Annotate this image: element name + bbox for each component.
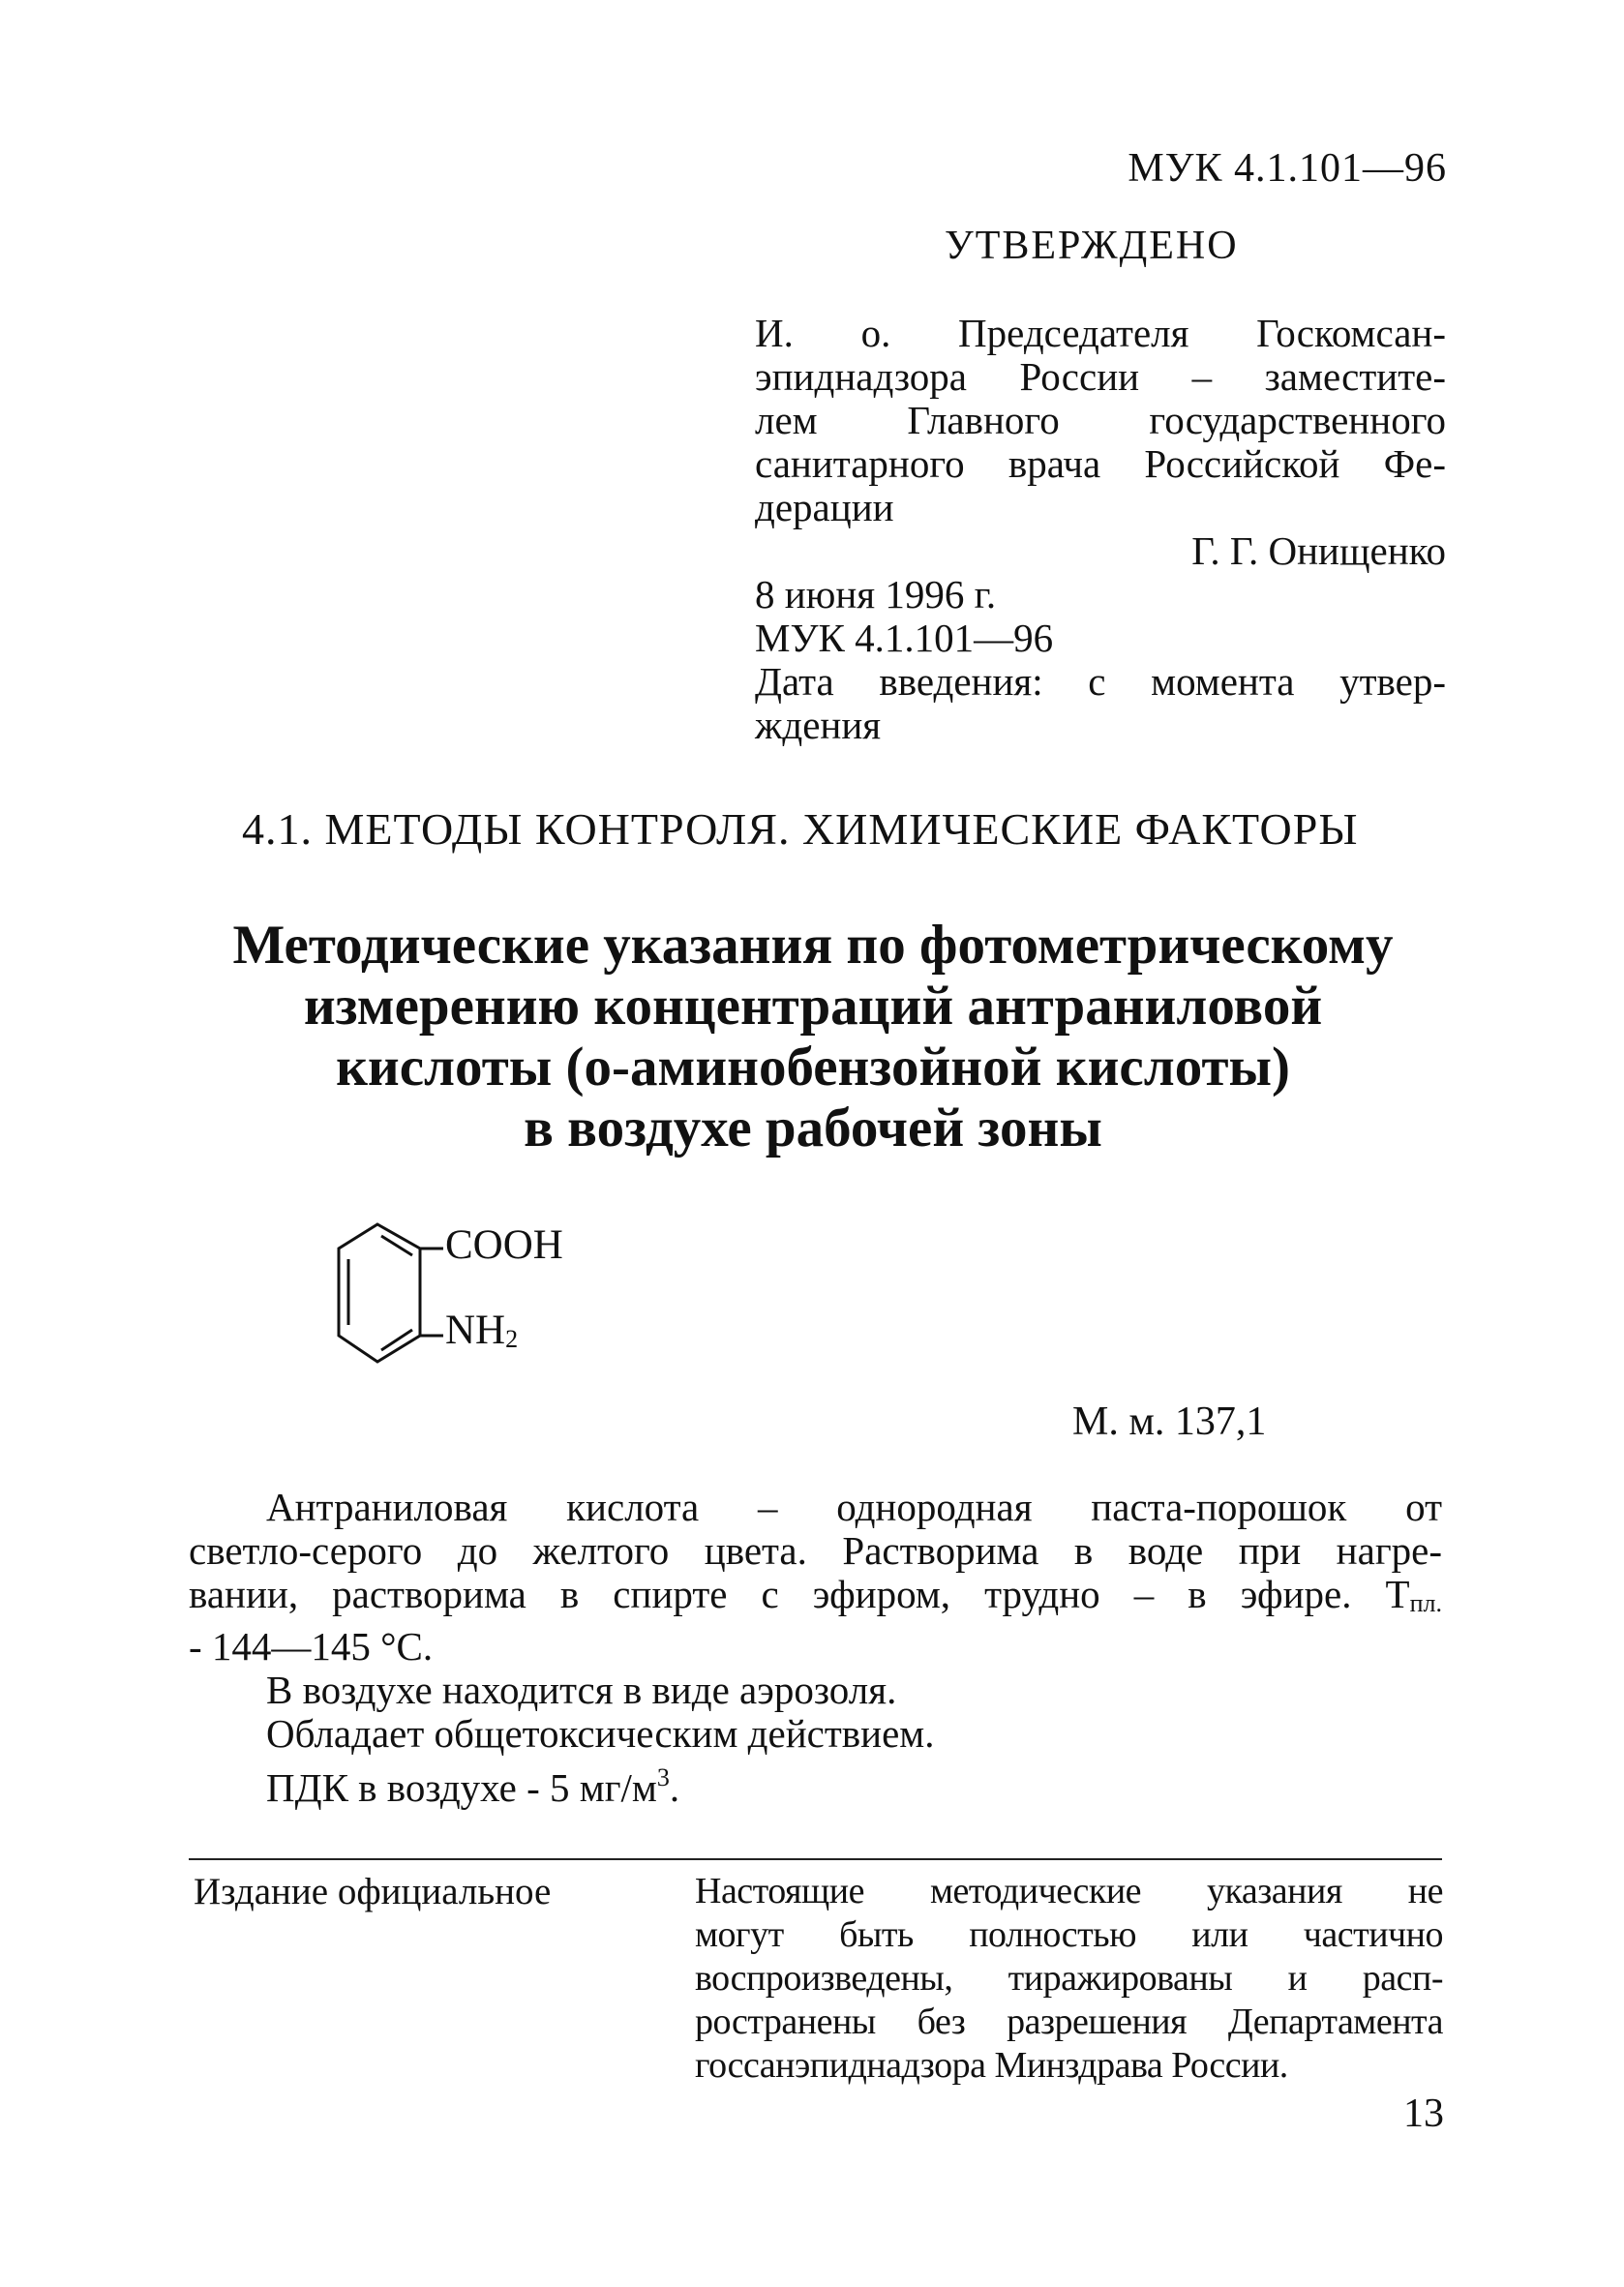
double-bond [381,1330,412,1350]
official-edition-label: Издание официальное [194,1871,552,1912]
approval-line: санитарного врача Российской Фе- [755,441,1446,486]
nh2-group [445,1307,518,1354]
description-block [189,1486,1442,1810]
approved-label: УТВЕРЖДЕНО [945,224,1239,268]
copyright-notice [695,1870,1443,2088]
description-line: светло-серого до желтого цвета. Растворима в воде при нагре- [189,1528,1442,1573]
title-line: измерению концентраций антраниловой [303,976,1323,1037]
description-line: Антраниловая кислота – однородная паста-порошок от [266,1485,1442,1529]
approval-line: И. о. Председателя Госкомсан- [755,311,1446,355]
nh-text: NH [445,1308,506,1353]
document-code: МУК 4.1.101—96 [1128,146,1447,191]
description-line [189,1573,1442,1625]
notice-line: ространены без разрешения Департамента [695,2001,1443,2042]
approval-date: 8 июня 1996 г. [755,572,997,617]
approval-block [755,312,1446,747]
intro-date-line: ждения [755,703,882,747]
signatory-name: Г. Г. Онищенко [1191,528,1446,573]
molecular-mass: М. м. 137,1 [1072,1399,1267,1444]
notice-line: Настоящие методические указания не [695,1871,1443,1911]
description-line: Обладает общетоксическим действием. [266,1711,935,1756]
title-line: в воздухе рабочей зоны [524,1098,1102,1159]
mac-text: ПДК в воздухе - 5 мг/м [266,1765,657,1810]
intro-date-line: Дата введения: с момента утвер- [755,659,1446,704]
description-line [189,1756,1442,1810]
title-line: кислоты (о-аминобензойной кислоты) [336,1037,1290,1098]
description-line: В воздухе находится в виде аэрозоля. [266,1668,897,1712]
notice-line: госсанэпиднадзора Минздрава России. [695,2045,1288,2086]
benzene-ring-structure [319,1205,455,1389]
document-title [145,915,1481,1159]
approval-code: МУК 4.1.101—96 [755,616,1054,660]
footer-divider [189,1858,1442,1860]
description-text: вании, растворима в спирте с эфиром, трудно – в эфире. T [189,1572,1410,1616]
cooh-group: COOH [445,1222,563,1268]
mac-period: . [669,1765,680,1810]
section-heading: 4.1. МЕТОДЫ КОНТРОЛЯ. ХИМИЧЕСКИЕ ФАКТОРЫ [242,804,1359,854]
cubic-superscript: 3 [656,1763,670,1791]
notice-line: могут быть полностью или частично [695,1914,1443,1955]
approval-line: дерации [755,485,894,529]
benzene-ring [339,1224,420,1362]
nh2-subscript: 2 [505,1325,519,1353]
approval-line: эпиднадзора России – заместите- [755,354,1446,399]
title-line: Методические указания по фотометрическому [232,915,1394,976]
page-number: 13 [1403,2091,1444,2136]
description-line: - 144—145 °С. [189,1624,434,1669]
melting-point-subscript: пл. [1409,1589,1442,1617]
approval-line: лем Главного государственного [755,398,1446,442]
double-bond [381,1236,412,1255]
notice-line: воспроизведены, тиражированы и расп- [695,1958,1443,1999]
